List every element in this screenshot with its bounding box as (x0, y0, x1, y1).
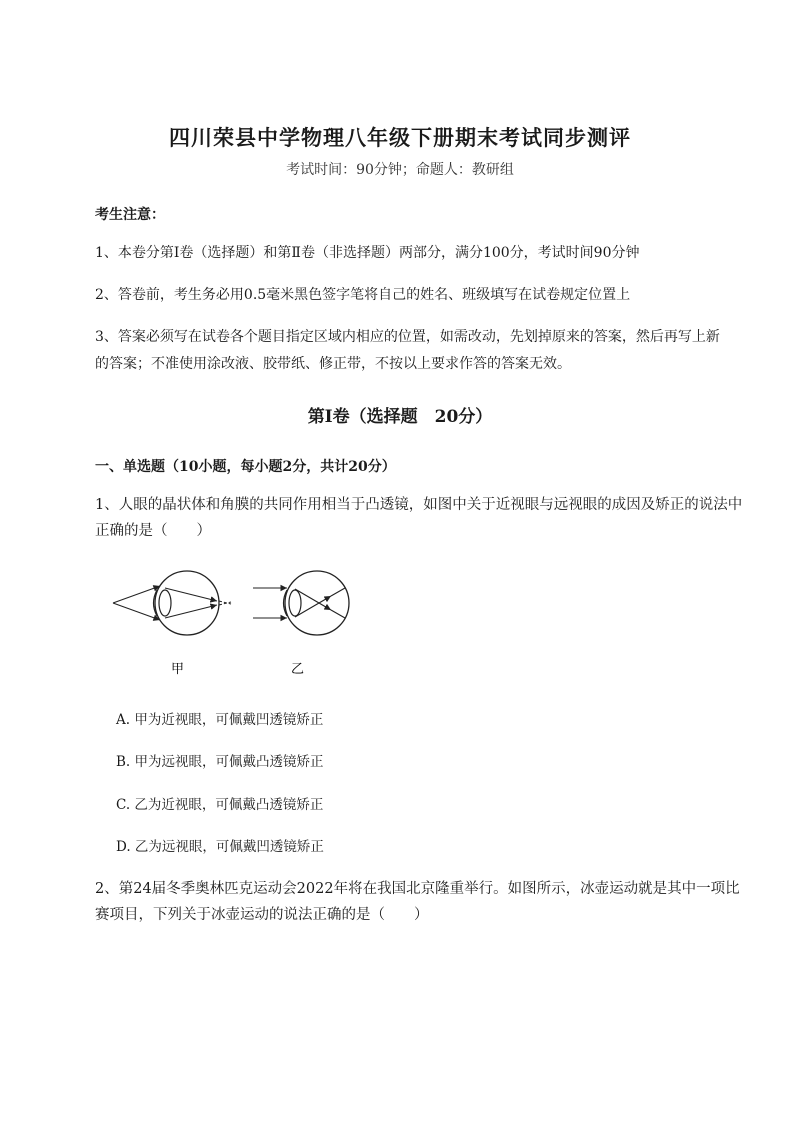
eye-diagram (105, 568, 365, 683)
notice-item: 3、答案必须写在试卷各个题目指定区域内相应的位置，如需改动，先划掉原来的答案，然后再写上新 (95, 329, 720, 345)
exam-subtitle: 考试时间：90分钟；命题人：教研组 (286, 162, 514, 178)
figure-label-left: 甲 (171, 662, 185, 677)
eye-right-figure (253, 571, 349, 635)
question-1-option-b: B. 甲为远视眼，可佩戴凸透镜矫正 (116, 754, 324, 770)
section-title: 第I卷（选择题 20分） (307, 407, 493, 427)
question-1-text-cont: 正确的是（ ） (95, 523, 211, 539)
notice-item: 2、答卷前，考生务必用0.5毫米黑色签字笔将自己的姓名、班级填写在试卷规定位置上 (95, 287, 631, 303)
question-group-title: 一、单选题（10小题，每小题2分，共计20分） (95, 459, 396, 475)
question-2-text-cont: 赛项目，下列关于冰壶运动的说法正确的是（ ） (95, 907, 429, 923)
question-1-option-c: C. 乙为近视眼，可佩戴凸透镜矫正 (116, 797, 324, 813)
figure-label-right: 乙 (291, 662, 305, 677)
notice-title: 考生注意： (95, 207, 165, 223)
notice-item: 1、本卷分第I卷（选择题）和第Ⅱ卷（非选择题）两部分，满分100分，考试时间90分钟 (95, 245, 640, 261)
exam-title: 四川荣县中学物理八年级下册期末考试同步测评 (169, 125, 631, 150)
question-1-text: 1、人眼的晶状体和角膜的共同作用相当于凸透镜，如图中关于近视眼与远视眼的成因及矫正的说法中 (95, 497, 743, 513)
question-2-text: 2、第24届冬季奥林匹克运动会2022年将在我国北京隆重举行。如图所示，冰壶运动就是其中一项比 (95, 881, 740, 897)
question-1-option-a: A. 甲为近视眼，可佩戴凹透镜矫正 (116, 712, 324, 728)
question-1-option-d: D. 乙为远视眼，可佩戴凹透镜矫正 (116, 839, 324, 855)
notice-item: 的答案；不准使用涂改液、胶带纸、修正带，不按以上要求作答的答案无效。 (95, 356, 571, 372)
eye-left-figure (113, 571, 231, 635)
